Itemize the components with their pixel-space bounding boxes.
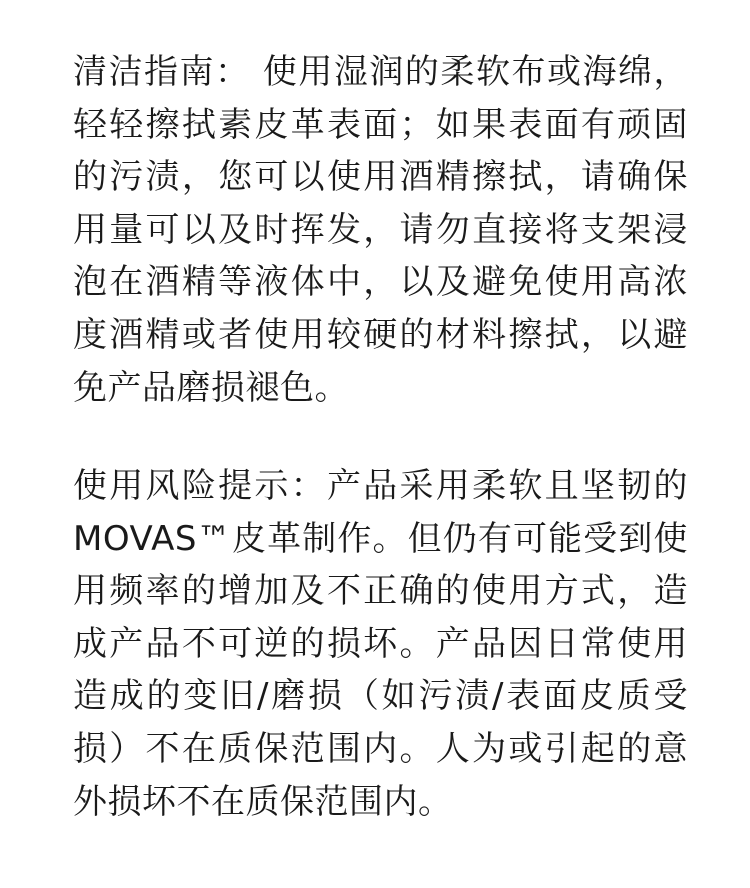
cleaning-guide-paragraph: 清洁指南： 使用湿润的柔软布或海绵，轻轻擦拭素皮革表面；如果表面有顽固的污渍，您可以使用酒精擦拭，请确保用量可以及时挥发，请勿直接将支架浸泡在酒精等液体中，以及避免使用高浓度酒精或者使用较硬的材料擦拭，以避免产品磨损褪色。 xyxy=(73,52,688,408)
usage-risk-paragraph: 使用风险提示：产品采用柔软且坚韧的MOVAS™皮革制作。但仍有可能受到使用频率的增加及不正确的使用方式，造成产品不可逆的损坏。产品因日常使用造成的变旧/磨损（如污渍/表面皮质受损）不在质保范围内。人为或引起的意外损坏不在质保范围内。 xyxy=(73,466,688,822)
